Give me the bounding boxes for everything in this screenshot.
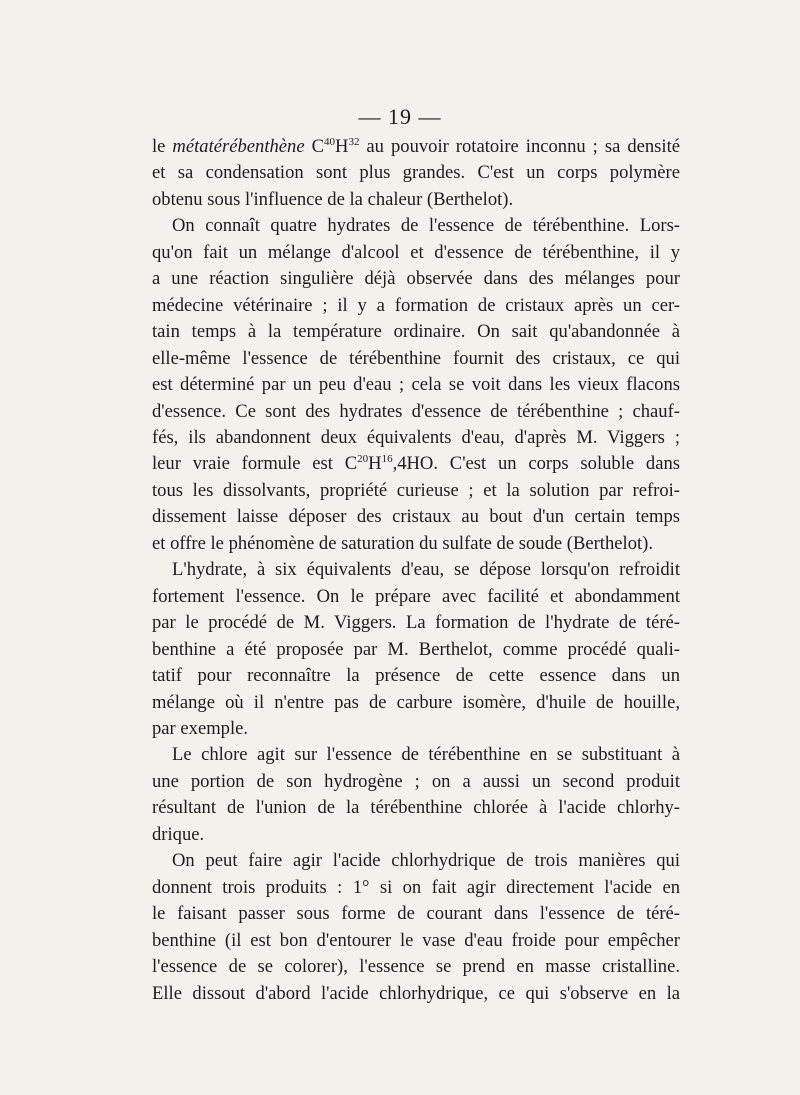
text-run: tain temps à la température ordinaire. On sait qu'abandonnée à <box>152 321 680 343</box>
text-line <box>152 584 680 610</box>
text-line <box>152 716 680 742</box>
page-number: — 19 — <box>358 104 442 129</box>
formula-exponent: 16 <box>381 453 393 466</box>
text-line <box>152 213 680 239</box>
text-line <box>152 293 680 319</box>
text-line <box>152 187 680 213</box>
text-run: résultant de l'union de la térébenthine chlorée à l'acide chlorhy- <box>152 797 680 819</box>
italic-term: métatérébenthène <box>172 136 305 157</box>
text-run: tatif pour reconnaître la présence de cette essence dans un <box>152 665 680 687</box>
text-run: Le chlore agit sur l'essence de térébenthine en se substituant à <box>172 744 680 766</box>
text-line <box>152 160 680 186</box>
text-line <box>152 663 680 689</box>
text-run: le <box>152 136 173 157</box>
text-line <box>152 954 680 980</box>
formula-exponent: 40 <box>324 136 335 148</box>
text-line <box>152 637 680 663</box>
text-line <box>152 690 680 716</box>
text-line <box>152 769 680 795</box>
text-run: est déterminé par un peu d'eau ; cela se voit dans les vieux flacons <box>152 374 680 396</box>
text-run: par le procédé de M. Viggers. La formation de l'hydrate de téré- <box>152 612 680 634</box>
text-line <box>152 266 680 292</box>
text-run: une portion de son hydrogène ; on a aussi un second produit <box>152 770 680 792</box>
text-line <box>152 875 680 901</box>
text-run: benthine a été proposée par M. Berthelot, comme procédé quali- <box>152 638 680 660</box>
text-line <box>152 504 680 530</box>
text-line <box>152 901 680 927</box>
text-line <box>152 451 680 477</box>
text-run: et sa condensation sont plus grandes. C'est un corps polymère <box>152 162 680 184</box>
text-run: obtenu sous l'influence de la chaleur (Berthelot). <box>152 188 514 210</box>
text-line <box>152 557 680 583</box>
text-run: elle-même l'essence de térébenthine fournit des cristaux, ce qui <box>152 347 680 369</box>
text-line <box>152 795 680 821</box>
text-line <box>152 848 680 874</box>
text-line <box>152 134 680 160</box>
text-run: le faisant passer sous forme de courant dans l'essence de téré- <box>152 903 680 925</box>
text-run: leur vraie formule est C <box>152 453 358 475</box>
formula-exponent: 20 <box>357 453 369 466</box>
text-run: a une réaction singulière déjà observée dans des mélanges pour <box>152 268 680 290</box>
text-run: ,4HO. C'est un corps soluble dans <box>392 453 680 475</box>
text-line <box>152 742 680 768</box>
text-line <box>152 240 680 266</box>
text-run: et offre le phénomène de saturation du sulfate de soude (Berthelot). <box>152 532 653 554</box>
text-line <box>152 610 680 636</box>
text-line <box>152 928 680 954</box>
text-line <box>152 399 680 425</box>
text-run: H <box>335 136 349 157</box>
text-run: tous les dissolvants, propriété curieuse ; et la solution par refroi- <box>152 479 680 501</box>
text-line <box>152 346 680 372</box>
text-run: fortement l'essence. On le prépare avec facilité et abondamment <box>152 585 680 607</box>
text-run: qu'on fait un mélange d'alcool et d'essence de térébenthine, il y <box>152 241 680 263</box>
text-line <box>152 822 680 848</box>
text-run: C <box>304 136 324 157</box>
text-run: benthine (il est bon d'entourer le vase d'eau froide pour empêcher <box>152 929 680 951</box>
text-run: Elle dissout d'abord l'acide chlorhydrique, ce qui s'observe en la <box>152 982 680 1004</box>
text-run: L'hydrate, à six équivalents d'eau, se dépose lorsqu'on refroidit <box>172 559 680 581</box>
text-run: au pouvoir rotatoire inconnu ; sa densité <box>359 136 680 157</box>
text-line <box>152 372 680 398</box>
text-run: H <box>368 453 382 475</box>
formula-exponent: 32 <box>348 136 360 148</box>
text-run: On peut faire agir l'acide chlorhydrique de trois manières qui <box>172 850 680 872</box>
body-text <box>152 134 680 1007</box>
text-line <box>152 981 680 1007</box>
text-run: d'essence. Ce sont des hydrates d'essence de térébenthine ; chauf- <box>152 400 680 422</box>
text-run: par exemple. <box>152 717 249 739</box>
text-line <box>152 425 680 451</box>
text-run: médecine vétérinaire ; il y a formation de cristaux après un cer- <box>152 294 680 316</box>
text-run: fés, ils abandonnent deux équivalents d'eau, d'après M. Viggers ; <box>152 426 680 448</box>
text-line <box>152 478 680 504</box>
text-line <box>152 531 680 557</box>
text-run: donnent trois produits : 1° si on fait agir directement l'acide en <box>152 876 680 898</box>
text-run: mélange où il n'entre pas de carbure isomère, d'huile de houille, <box>152 691 680 713</box>
text-line <box>152 319 680 345</box>
text-run: dissement laisse déposer des cristaux au bout d'un certain temps <box>152 506 680 528</box>
text-run: drique. <box>152 823 205 845</box>
text-run: l'essence de se colorer), l'essence se prend en masse cristalline. <box>152 956 680 978</box>
text-run: On connaît quatre hydrates de l'essence de térébenthine. Lors- <box>172 215 680 237</box>
